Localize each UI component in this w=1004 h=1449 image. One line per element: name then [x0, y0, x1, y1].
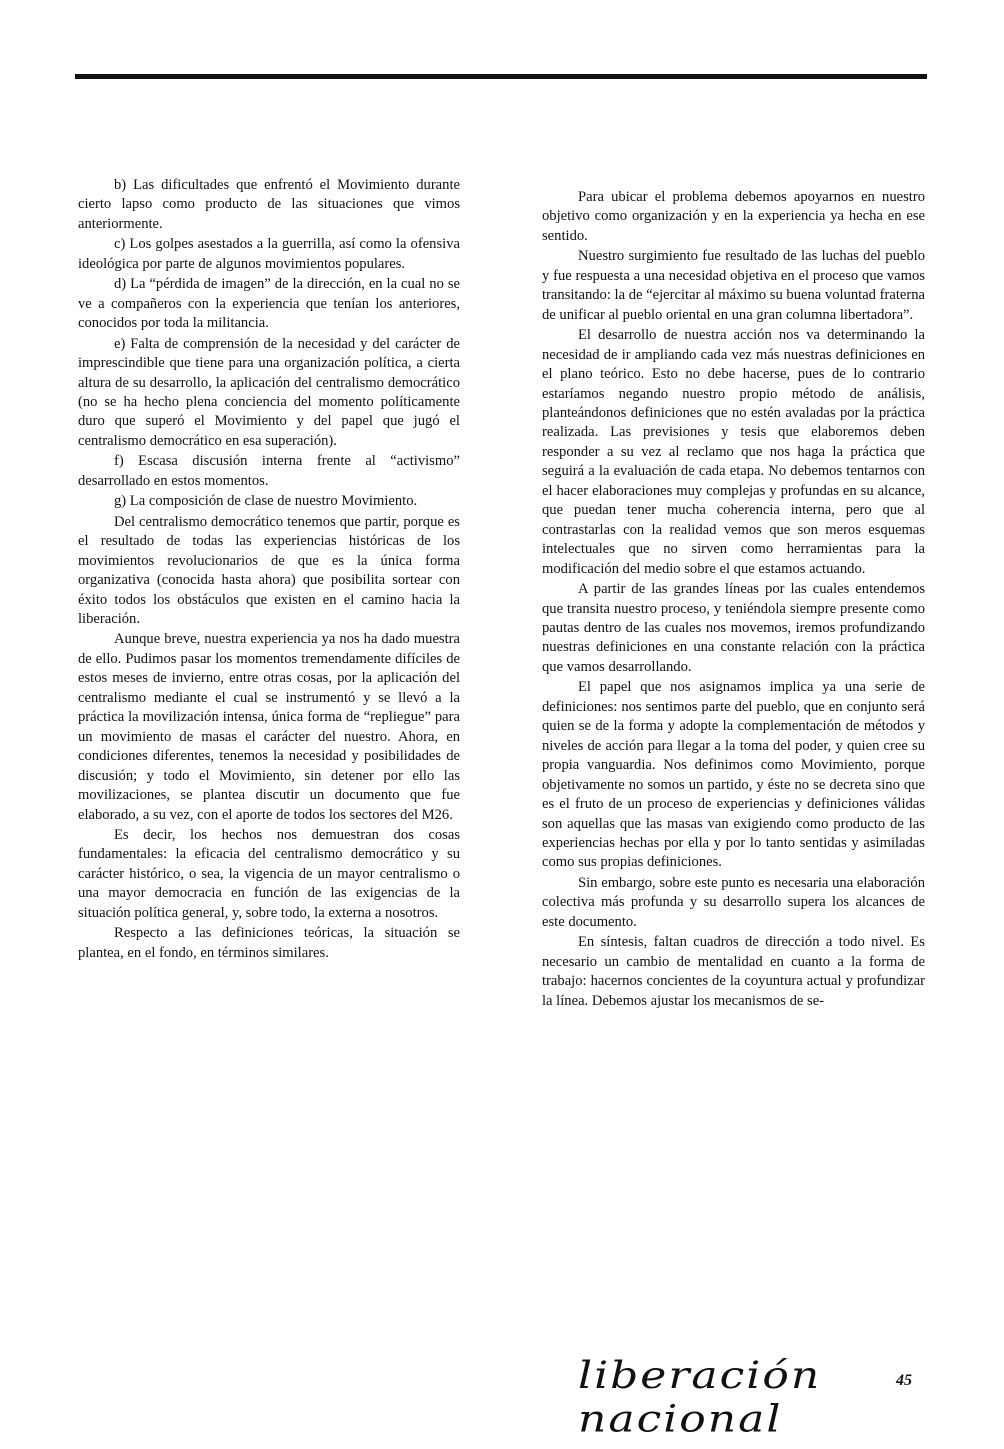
paragraph: g) La composición de clase de nuestro Movimiento. [114, 493, 418, 510]
paragraph: Nuestro surgimiento fue resultado de las luchas del pueblo y fue respuesta a una necesidad objetiva en el proceso que vamos transitando: la de “ejercitar al máximo su buena voluntad fraterna de unificar al pueblo oriental en una gran columna libertadora”. [542, 248, 925, 323]
paragraph: Respecto a las definiciones teóricas, la situación se plantea, en el fondo, en términos similares. [78, 925, 460, 961]
paragraph: En síntesis, faltan cuadros de dirección a todo nivel. Es necesario un cambio de mentalidad en cuanto a la forma de trabajo: hacernos concientes de la coyuntura actual y profundizar la línea. Debemos ajustar los mecanismos de se- [542, 934, 925, 1009]
paragraph: Sin embargo, sobre este punto es necesaria una elaboración colectiva más profunda y su desarrollo supera los alcances de este documento. [542, 874, 925, 930]
paragraph: Aunque breve, nuestra experiencia ya nos ha dado muestra de ello. Pudimos pasar los momentos tremendamente difíciles de estos meses de invierno, entre otras cosas, por la aplicación del centralismo mediante el cual se instrumentó y se llevó a la práctica la movilización intensa, única forma de “repliegue” para un movimiento de masas el carácter del nuestro. Ahora, en condiciones diferentes, tenemos la necesidad y posibilidades de discusión; y todo el Movimiento, sin detener por ello las movilizaciones, se plantea discutir un documento que fue elaborado, a su vez, con el aporte de todos los sectores del M26. [78, 631, 460, 823]
paragraph: Es decir, los hechos nos demuestran dos cosas fundamentales: la eficacia del centralismo democrático y su carácter histórico, o sea, la vigencia de un mayor centralismo o una mayor democracia en función de las exigencias de la situación política general, y, sobre todo, la externa a nosotros. [78, 826, 460, 921]
left-column [78, 176, 460, 964]
right-column [542, 188, 925, 1012]
paragraph: El desarrollo de nuestra acción nos va determinando la necesidad de ir ampliando cada vez más nuestras definiciones en el plano teórico. Esto no debe hacerse, pues de lo contrario estaríamos negando nuestro propio método de análisis, planteándonos definiciones que no estén avaladas por la práctica realizada. Las previsiones y tesis que elaboremos deben responder a su vez al reclamo que nos haga la práctica que seguirá a la evaluación de cada etapa. No debemos tentarnos con el hacer elaboraciones muy complejas y profundas en su alcance, que puedan tener mucha coherencia interna, pero que al contrastarlas con la realidad vemos que son meros esquemas intelectuales que no sirven como herramientas para la modificación del medio sobre el que estamos actuando. [542, 327, 925, 577]
paragraph: f) Escasa discusión interna frente al “activismo” desarrollado en estos momentos. [78, 453, 460, 489]
paragraph: c) Los golpes asestados a la guerrilla, así como la ofensiva ideológica por parte de algunos movimientos populares. [78, 236, 460, 272]
publication-logo: liberación nacional [578, 1354, 822, 1441]
paragraph: Para ubicar el problema debemos apoyarnos en nuestro objetivo como organización y en la experiencia ya hecha en ese sentido. [542, 189, 925, 244]
paragraph: d) La “pérdida de imagen” de la dirección, en la cual no se ve a compañeros con la experiencia que tenían los anteriores, conocidos por toda la militancia. [78, 276, 460, 332]
paragraph: e) Falta de comprensión de la necesidad y del carácter de imprescindible que tiene para una organización política, a cierta altura de su desarrollo, la aplicación del centralismo democrático (no se ha hecho plena conciencia del momento políticamente duro que superó el Movimiento y del papel que jugó el centralismo democrático en esa superación). [78, 335, 460, 449]
page-number: 45 [896, 1372, 912, 1389]
top-rule [75, 74, 927, 79]
paragraph: b) Las dificultades que enfrentó el Movimiento durante cierto lapso como producto de las situaciones que vimos anteriormente. [78, 177, 460, 232]
paragraph: Del centralismo democrático tenemos que partir, porque es el resultado de todas las experiencias históricas de los movimientos revolucionarios de que es la única forma organizativa (conocida hasta ahora) que posibilita sortear con éxito todos los obstáculos que existen en el camino hacia la liberación. [78, 513, 460, 627]
paragraph: El papel que nos asignamos implica ya una serie de definiciones: nos sentimos parte del pueblo, que en conjunto será quien se de la forma y adopte la complementación de métodos y niveles de acción para llegar a la toma del poder, y quien cree su propia vanguardia. Nos definimos como Movimiento, porque objetivamente no somos un partido, y éste no se decreta sino que es el fruto de un proceso de experiencias y definiciones válidas son aquellas que las masas van exigiendo como producto de las experiencias hechas por ella y por lo tanto sentidas y asimiladas como sus propias definiciones. [542, 679, 925, 871]
paragraph: A partir de las grandes líneas por las cuales entendemos que transita nuestro proceso, y teniéndola siempre presente como pautas dentro de las cuales nos movemos, iremos profundizando nuestras definiciones en una constante relación con la práctica que vamos desarrollando. [542, 581, 925, 675]
